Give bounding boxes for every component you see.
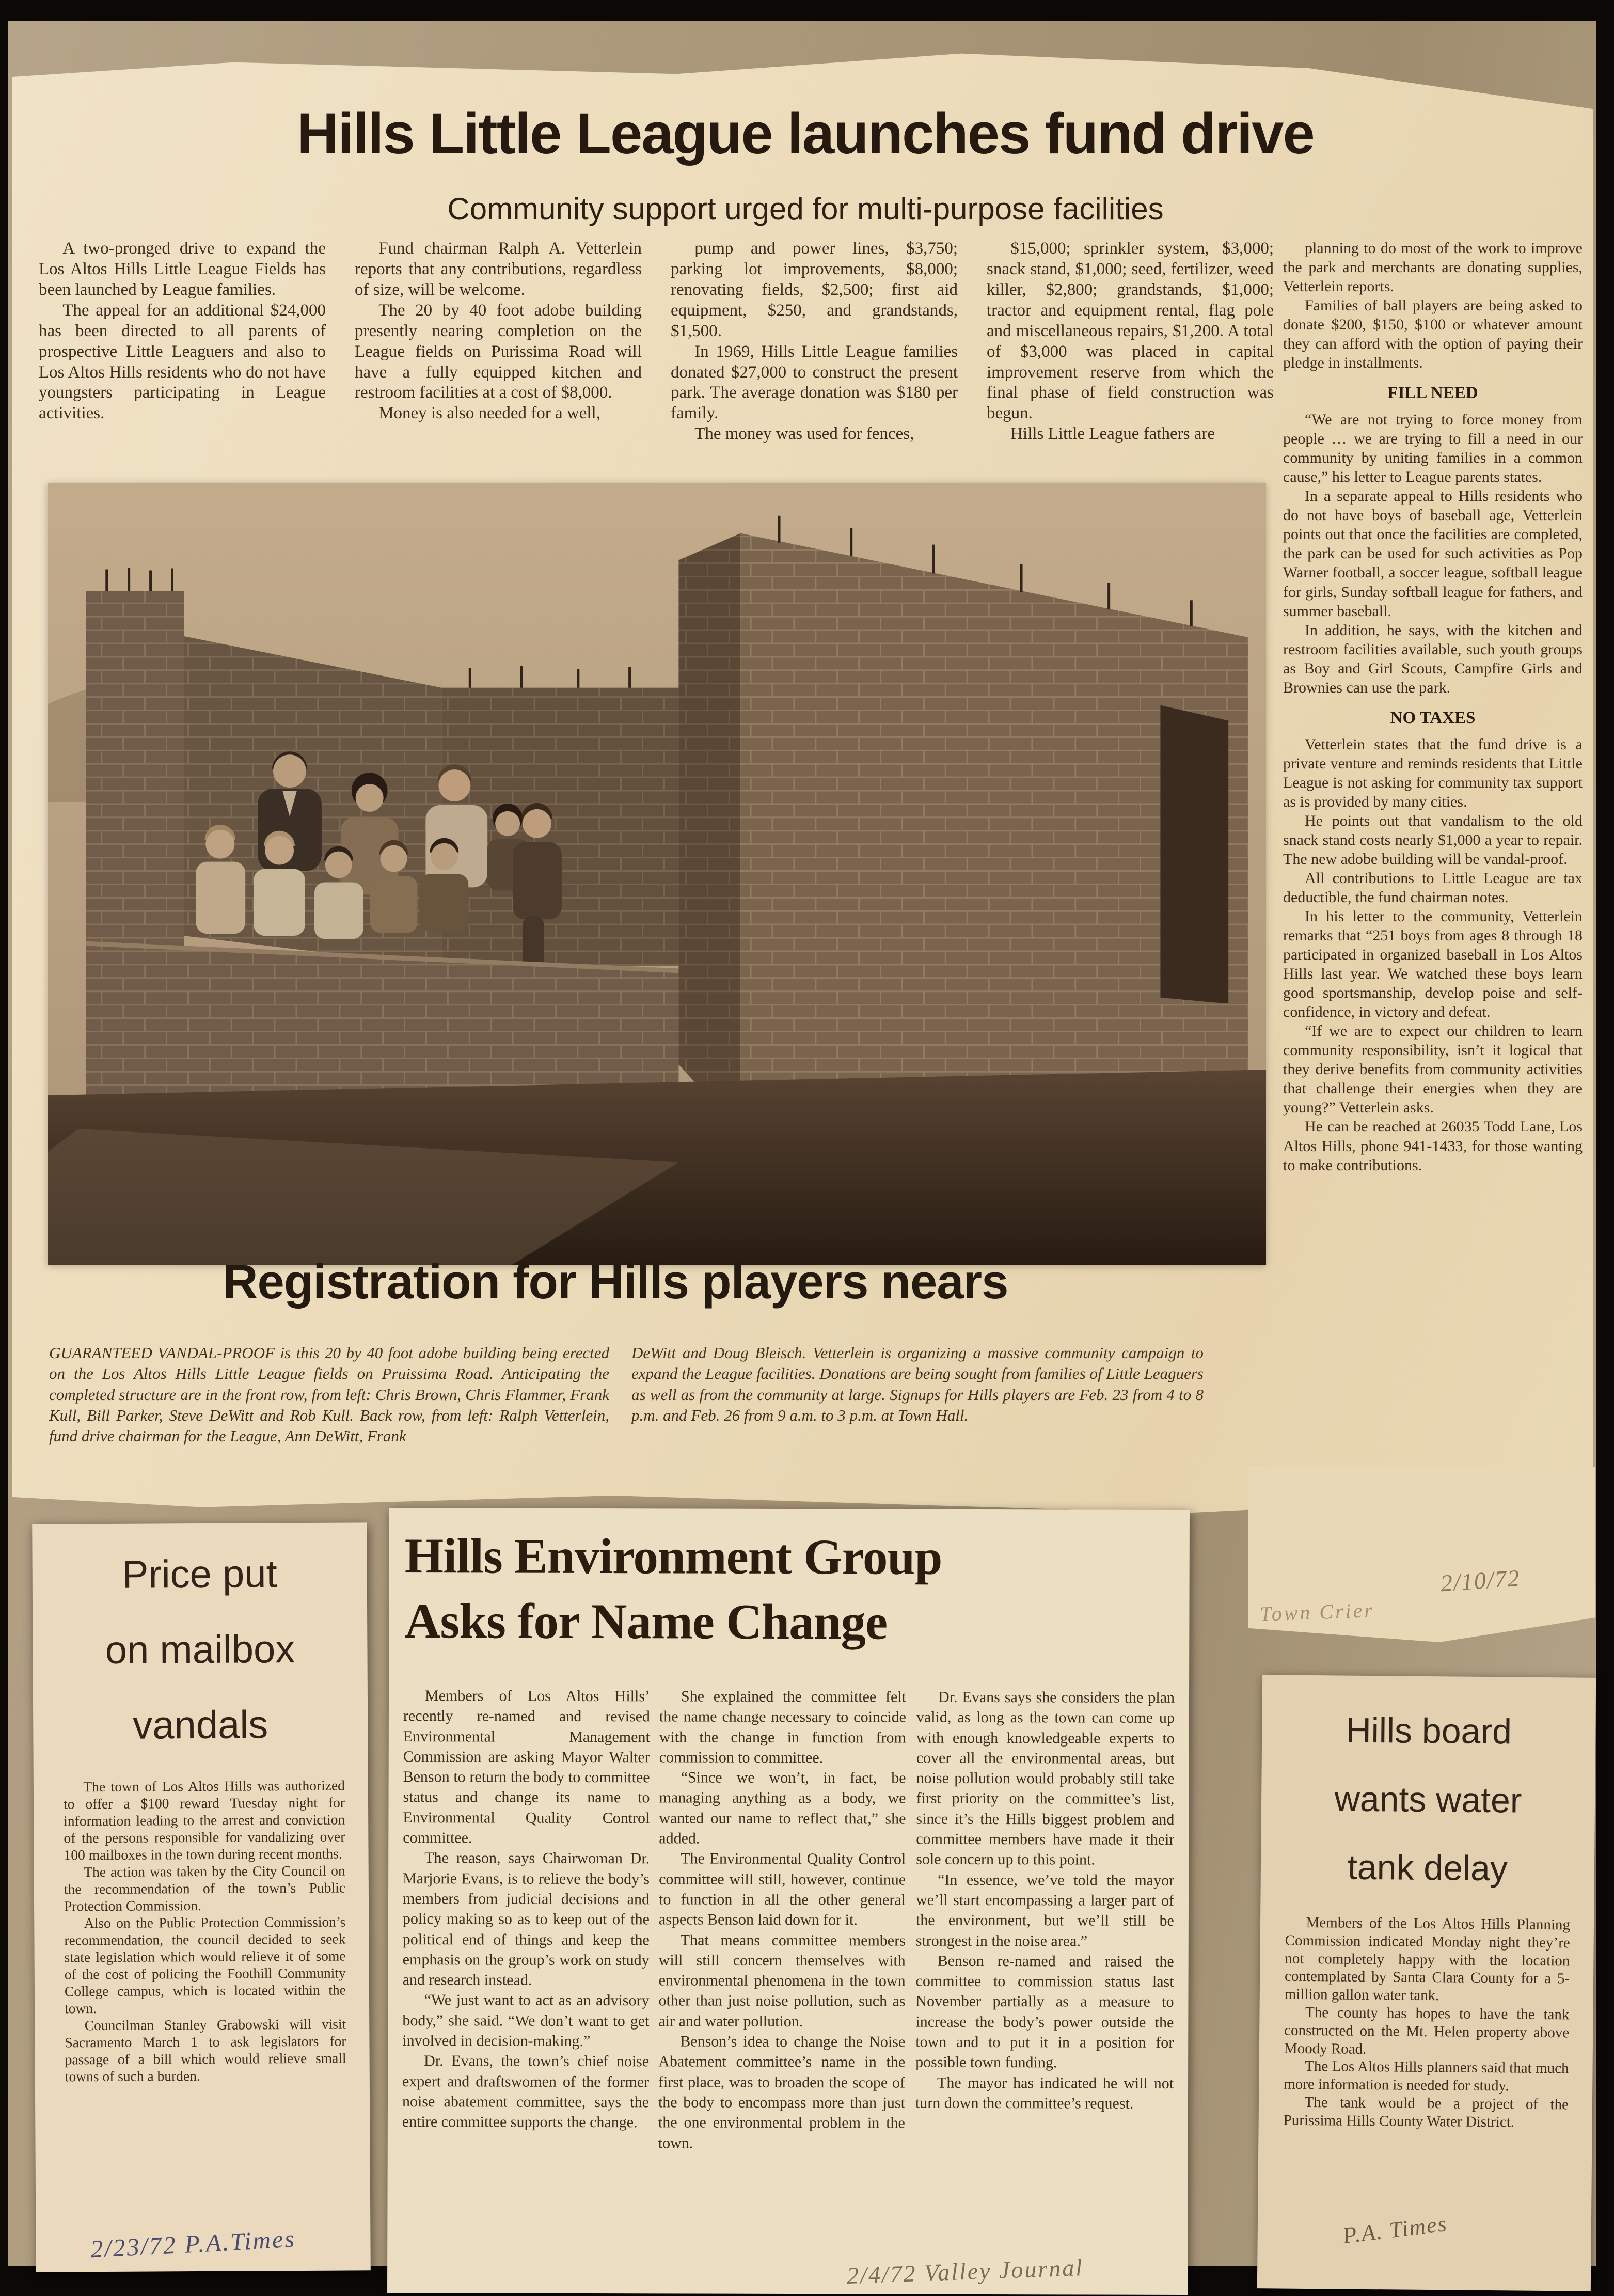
main-article-column-3 [671,239,958,482]
paragraph: “We are not trying to force money from people … we are trying to fill a need in our community by uniting families in a common cause,” his letter to League parents states. [1283,411,1583,486]
watertank-headline [1260,1695,1595,1904]
paragraph: The appeal for an additional $24,000 has been directed to all parents of prospective Little Leaguers and also to Los Altos Hills residents who do not have youngsters participating in League activities. [39,301,326,423]
paragraph: Benson’s idea to change the Noise Abatement committee’s name in the first place, was to broaden the scope of the body to encompass more than just the one environmental problem in the town. [658,2033,906,2152]
paragraph: Money is also needed for a well, [378,404,600,423]
paragraph: The 20 by 40 foot adobe building presently nearing completion on the League fields on Purissima Road will have a fully equipped kitchen and restroom facilities at a cost of $8,000. [355,301,642,402]
photo-caption [49,1343,1216,1498]
paragraph: The town of Los Altos Hills was authorized to offer a $100 reward Tuesday night for information leading to the arrest and conviction of the persons responsible for vandalizing over 100 mailboxes in the town during recent months. [63,1777,345,1863]
paragraph: In addition, he says, with the kitchen and restroom facilities available, such youth groups as Boy and Girl Scouts, Campfire Girls and Brownies can use the park. [1283,621,1583,696]
paragraph: A two-pronged drive to expand the Los Altos Hills Little League Fields has been launched by League families. [39,239,326,299]
mailbox-headline-line3: vandals [133,1703,268,1748]
section-header-no-taxes: NO TAXES [1390,708,1476,727]
paragraph: The mayor has indicated he will not turn down the committee’s request. [915,2074,1174,2112]
paragraph: The reason, says Chairwoman Dr. Marjorie Evans, is to relieve the body’s members from judicial decisions and policy making so as to keep out of the political end of things and keep the emphasis on the group’s work on study and research instead. [402,1849,650,1989]
paragraph: “In essence, we’ve told the mayor we’ll start encompassing a larger part of the environment, but we’ll still be strongest in the noise area.” [915,1871,1175,1950]
paragraph: He can be reached at 26035 Todd Lane, Los Altos Hills, phone 941-1433, for those wanting to make contributions. [1283,1118,1583,1174]
paragraph: Members of Los Altos Hills’ recently re-named and revised Environmental Management Commission are asking Mayor Walter Benson to return the body to committee status and change its name to Environmental Quality Control committee. [403,1687,651,1847]
watertank-headline-line2: wants water [1334,1779,1522,1820]
paragraph: He points out that vandalism to the old snack stand costs nearly $1,000 a year to repair. The new adobe building will be vandal-proof. [1283,812,1583,868]
handwritten-watertank-note: P.A. Times [1341,2210,1449,2249]
paragraph: In 1969, Hills Little League families donated $27,000 to construct the present park. The average donation was $180 per family. [671,342,958,423]
watertank-headline-line3: tank delay [1347,1847,1508,1889]
paragraph: The action was taken by the City Council on the recommendation of the town’s Public Protection Commission. [64,1862,345,1914]
paragraph: The county has hopes to have the tank constructed on the Mt. Helen property above Moody Road. [1284,2004,1570,2057]
construction-photo-art [48,483,1266,1265]
paragraph: The tank would be a project of the Purissima Hills County Water District. [1283,2094,1569,2131]
main-article-column-4 [987,239,1274,482]
environment-headline-line1: Hills Environment Group [404,1528,942,1585]
paragraph: “If we are to expect our children to learn community responsibility, isn’t it logical that they derive benefits from community activities that challenge their energies when they are young?” Vetterlein asks. [1283,1023,1583,1116]
environment-headline-line2: Asks for Name Change [404,1593,888,1650]
paragraph: $15,000; sprinkler system, $3,000; snack stand, $1,000; seed, fertilizer, weed killer, $2,800; grandstands, $1,000; tractor and equipment rental, flag pole and miscellaneous repairs, $1,200. A total of $3,000 was placed in capital improvement reserve from which the final phase of field construction was begun. [987,239,1274,423]
photo-headline: Registration for Hills players nears [223,1254,1008,1309]
paragraph: Councilman Stanley Grabowski will visit Sacramento March 1 to ask legislators for passage of a bill which would relieve small towns of such a burden. [65,2016,346,2085]
paragraph: Dr. Evans, the town’s chief noise expert and draftswomen of the former noise abatement committee, says the entire committee supports the change. [402,2052,650,2131]
mailbox-article-body [64,1777,347,2233]
construction-photo [48,483,1266,1265]
mailbox-headline-line2: on mailbox [105,1627,295,1672]
handwritten-source-note: Town Crier [1259,1598,1375,1626]
paragraph: In a separate appeal to Hills residents who do not have boys of baseball age, Vetterlein points out that once the facilities are completed, the park can be used for such activities as Pop Warner football, a soccer league, softball league for girls, Sunday softball league for fathers, and summer baseball. [1283,487,1583,620]
main-article-column-5 [1283,239,1583,1629]
paragraph: She explained the committee felt the name change necessary to coincide with the change in function from commission to committee. [659,1688,907,1767]
watertank-headline-line1: Hills board [1346,1710,1512,1752]
paragraph: Members of the Los Altos Hills Planning Commission indicated Monday night they’re not completely happy with the location contemplated by Santa Clara County for a 5-million gallon water tank. [1284,1914,1571,2004]
environment-article-columns [387,1686,1189,2282]
photo-caption-right: DeWitt and Doug Bleisch. Vetterlein is organizing a massive community campaign to expand the League facilities. Donations are being sought from families of Little Leaguers as well as from the community at large. Signups for Hills players are Feb. 23 from 4 to 8 p.m. and Feb. 26 from 9 a.m. to 3 p.m. at Town Hall. [631,1344,1204,1424]
environment-column-2 [658,1686,906,2281]
handwritten-date-note: 2/10/72 [1439,1564,1522,1597]
paragraph: That means committee members will still concern themselves with environmental phenomena in the town other than just noise pollution, such as air and water pollution. [658,1931,906,2030]
paragraph: All contributions to Little League are tax deductible, the fund chairman notes. [1283,869,1583,906]
paragraph: In his letter to the community, Vetterlein remarks that “251 boys from ages 8 through 18 participated in organized baseball in Los Altos Hills last year. We watched these boys learn good sportsmanship, develop poise and self-confidence, in victory and defeat. [1283,907,1583,1021]
environment-column-1 [402,1686,650,2280]
paragraph: The money was used for fences, [694,424,914,444]
paragraph: Also on the Public Protection Commission’s recommendation, the council decided to seek state legislation which would relieve it of some of the cost of policing the Foothill Community College campus, which is located within the town. [64,1913,346,2017]
paragraph: Families of ball players are being asked to donate $200, $150, $100 or whatever amount they can afford with the option of paying their pledge in installments. [1283,297,1583,372]
paragraph: Dr. Evans says she considers the plan valid, as long as the town can come up with enough knowledgeable experts to cover all the environmental areas, but noise pollution would probably still take first priority on the committee’s list, since it’s the Hills biggest problem and committee members have made it their sole concern up to this point. [916,1688,1175,1868]
handwritten-mailbox-note: 2/23/72 P.A.Times [89,2225,297,2263]
paragraph: planning to do most of the work to improve the park and merchants are donating supplies, Vetterlein reports. [1283,240,1583,295]
watertank-article-clipping [1257,1675,1596,2291]
main-article-column-2 [355,239,642,482]
paragraph: Vetterlein states that the fund drive is a private venture and reminds residents that Little League is not asking for community tax support as is provided by many cities. [1283,735,1583,810]
mailbox-headline-line1: Price put [122,1552,277,1597]
paragraph: The Environmental Quality Control committee will still, however, continue to function in all the other general aspects Benson laid down for it. [658,1850,906,1929]
handwritten-environment-note: 2/4/72 Valley Journal [846,2254,1084,2289]
main-subheadline: Community support urged for multi-purpose facilities [447,192,1164,226]
paragraph: “Since we won’t, in fact, be managing anything as a body, we wanted our name to reflect that,” she added. [659,1769,906,1847]
paragraph: Hills Little League fathers are [1010,424,1215,444]
mailbox-article-clipping [32,1522,371,2272]
paragraph: Benson re-named and raised the committee to commission status last November partially as a measure to increase the body’s power outside the town and to put it in a position for possible town funding. [915,1952,1174,2071]
paragraph: “We just want to act as an advisory body,” she said. “We don’t want to get involved in decision-making.” [402,1991,650,2050]
environment-column-3 [915,1687,1175,2282]
section-header-fill-need: FILL NEED [1387,384,1478,403]
photo-caption-left: GUARANTEED VANDAL-PROOF is this 20 by 40 foot adobe building being erected on the Los Altos Hills Little League fields on Pruissima Road. Anticipating the completed structure are in the front row, from left: Chris Brown, Chris Flammer, Frank Kull, Bill Parker, Steve DeWitt and Rob Kull. Back row, from left: Ralph Vetterlein, fund drive chairman for the League, Ann DeWitt, Frank [49,1344,609,1445]
paragraph: Fund chairman Ralph A. Vetterlein reports that any contributions, regardless of size, will be welcome. [355,239,642,299]
main-article-column-1 [39,239,326,482]
main-headline: Hills Little League launches fund drive [297,101,1314,166]
paragraph: The Los Altos Hills planners said that much more information is needed for study. [1284,2058,1569,2095]
paragraph: pump and power lines, $3,750; parking lot improvements, $8,000; renovating fields, $2,500; first aid equipment, $250, and grandstands, $1,500. [671,239,958,340]
